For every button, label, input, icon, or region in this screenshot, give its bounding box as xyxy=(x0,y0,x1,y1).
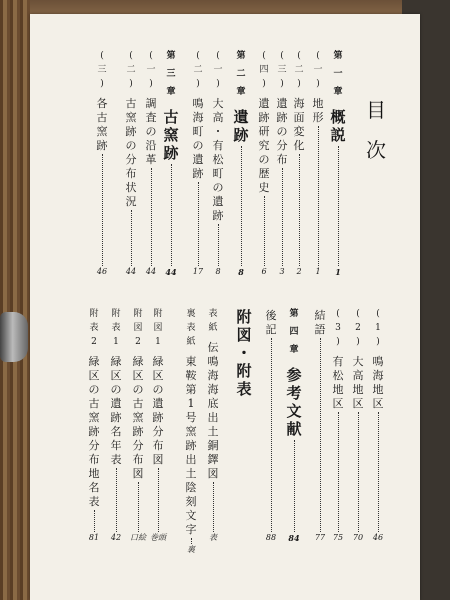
toc-entry: 附 表 2 緑 区 の 古 窯 跡 分 布 地 名 表 81 xyxy=(88,309,100,542)
toc-title xyxy=(365,94,387,174)
toc-leader-dots xyxy=(320,338,321,532)
toc-page-number: 1 xyxy=(335,267,341,277)
toc-leader-dots xyxy=(131,210,132,266)
toc-section-heading: 附 図 ・ 附 表 xyxy=(236,308,252,398)
toc-leader-dots xyxy=(171,164,172,266)
background-wood-edge xyxy=(0,0,30,600)
toc-page-number: 44 xyxy=(125,267,137,276)
toc-leader-dots xyxy=(318,126,319,266)
toc-leader-dots xyxy=(338,412,339,532)
toc-entry: ( 四 ) 遺 跡 研 究 の 歴 史 6 xyxy=(258,51,270,276)
toc-leader-dots xyxy=(299,154,300,266)
toc-page-number: 裏 xyxy=(187,545,195,554)
toc-leader-dots xyxy=(271,338,272,532)
toc-title-char: 目 xyxy=(366,98,386,122)
toc-page-number: 42 xyxy=(110,533,122,542)
toc-leader-dots xyxy=(158,468,159,532)
toc-entry: 附 図 1 緑 区 の 遺 跡 分 布 図 巻頭 xyxy=(150,309,166,542)
toc-leader-dots xyxy=(198,182,199,266)
toc-page-number: 8 xyxy=(215,267,221,276)
toc-leader-dots xyxy=(294,440,295,532)
toc-page-number: 70 xyxy=(352,533,364,542)
toc-page-number: 8 xyxy=(238,267,244,277)
toc-leader-dots xyxy=(151,168,152,266)
toc-leader-dots xyxy=(338,146,339,266)
toc-entry: 附 図 2 緑 区 の 古 窯 跡 分 布 図 口絵 xyxy=(130,309,146,542)
toc-leader-dots xyxy=(378,412,379,532)
toc-entry: 結 語 77 xyxy=(314,309,326,542)
toc-page-number: 44 xyxy=(165,267,177,277)
toc-chapter: 第 四 章 参 考 文 献 84 xyxy=(286,309,302,543)
toc-page-number: 2 xyxy=(296,267,302,276)
toc-page-number: 84 xyxy=(288,533,300,543)
toc-page-number: 75 xyxy=(332,533,344,542)
document-page xyxy=(30,14,420,600)
toc-entry: 後 記 88 xyxy=(265,309,277,542)
toc-entry: 表 紙 伝 鳴 海 海 底 出 土 銅 鐸 図 表 xyxy=(207,309,219,542)
toc-leader-dots xyxy=(218,224,219,266)
toc-chapter: 第 一 章 概 説 1 xyxy=(330,51,346,277)
toc-page-number: 77 xyxy=(314,533,326,542)
toc-page-number: 6 xyxy=(261,267,267,276)
binder-clip xyxy=(0,312,28,362)
toc-leader-dots xyxy=(102,154,103,266)
toc-leader-dots xyxy=(264,196,265,266)
toc-page-number: 巻頭 xyxy=(150,533,166,542)
toc-entry: ( 二 ) 鳴 海 町 の 遺 跡 17 xyxy=(192,51,204,276)
toc-entry: ( 二 ) 古 窯 跡 の 分 布 状 況 44 xyxy=(125,51,137,276)
toc-title-char: 次 xyxy=(366,138,386,162)
toc-entry: ( 一 ) 調 査 の 沿 革 44 xyxy=(145,51,157,276)
toc-leader-dots xyxy=(191,538,192,544)
toc-leader-dots xyxy=(94,510,95,532)
toc-page-number: 表 xyxy=(209,533,217,542)
toc-entry: ( 2 ) 大 高 地 区 70 xyxy=(352,309,364,542)
toc-page-number: 81 xyxy=(88,533,100,542)
toc-page-number: 口絵 xyxy=(130,533,146,542)
toc-page-number: 44 xyxy=(145,267,157,276)
toc-page-number: 17 xyxy=(192,267,204,276)
toc-page-number: 3 xyxy=(279,267,285,276)
toc-entry: ( 3 ) 有 松 地 区 75 xyxy=(332,309,344,542)
toc-entry: ( 三 ) 遺 跡 の 分 布 3 xyxy=(276,51,288,276)
toc-entry: 裏 表 紙 東 鞍 第 1 号 窯 跡 出 土 陰 刻 文 字 裏 xyxy=(185,309,197,554)
toc-page-number: 1 xyxy=(315,267,321,276)
toc-entry: ( 1 ) 鳴 海 地 区 46 xyxy=(372,309,384,542)
toc-entry: 附 表 1 緑 区 の 遺 跡 名 年 表 42 xyxy=(110,309,122,542)
toc-leader-dots xyxy=(138,482,139,532)
toc-leader-dots xyxy=(358,412,359,532)
toc-entry: ( 一 ) 地 形 1 xyxy=(312,51,324,276)
toc-entry: ( 三 ) 各 古 窯 跡 46 xyxy=(96,51,108,276)
toc-entry: ( 一 ) 大 高 ・ 有 松 町 の 遺 跡 8 xyxy=(212,51,224,276)
toc-leader-dots xyxy=(116,468,117,532)
toc-page-number: 46 xyxy=(96,267,108,276)
toc-page-number: 46 xyxy=(372,533,384,542)
toc-leader-dots xyxy=(282,168,283,266)
toc-chapter: 第 二 章 遺 跡 8 xyxy=(233,51,249,277)
toc-leader-dots xyxy=(241,146,242,266)
toc-page-number: 88 xyxy=(265,533,277,542)
toc-chapter: 第 三 章 古 窯 跡 44 xyxy=(163,51,179,277)
toc-entry: ( 二 ) 海 面 変 化 2 xyxy=(293,51,305,276)
toc-leader-dots xyxy=(213,482,214,532)
